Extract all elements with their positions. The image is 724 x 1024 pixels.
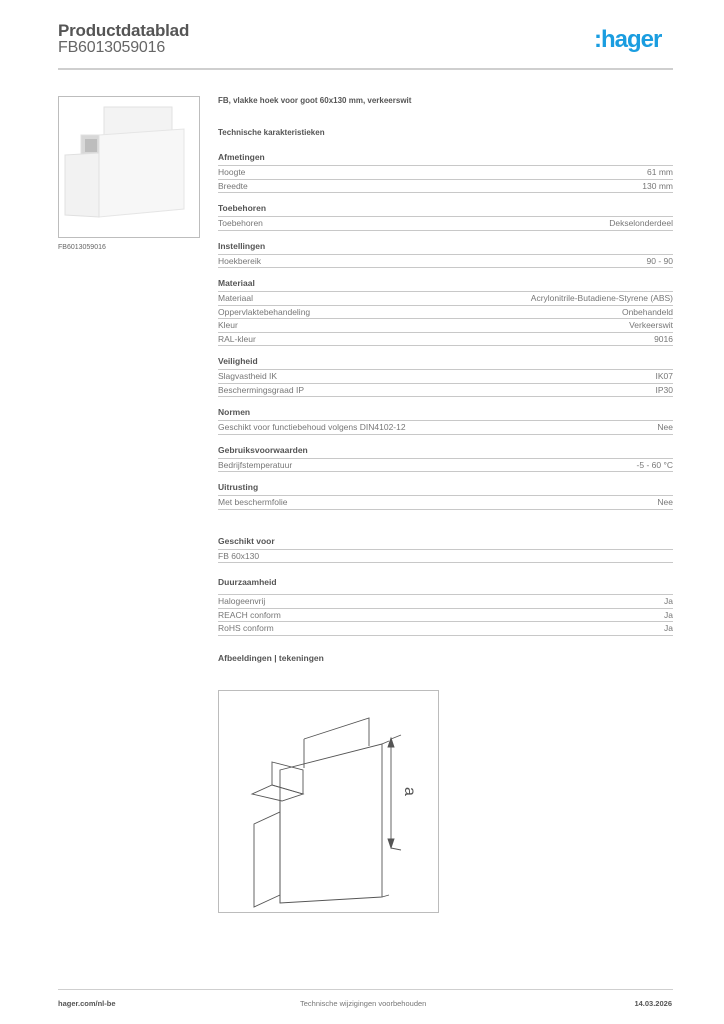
spec-label: Kleur — [218, 320, 238, 330]
spec-content — [218, 96, 673, 663]
spec-row — [218, 370, 673, 384]
section-title: Uitrusting — [218, 482, 673, 496]
spec-value: Dekselonderdeel — [609, 218, 673, 228]
section-title: Toebehoren — [218, 203, 673, 217]
header-divider — [58, 68, 673, 70]
spec-value: Nee — [657, 422, 673, 432]
section-title: Geschikt voor — [218, 536, 673, 550]
spec-label: Met beschermfolie — [218, 497, 288, 507]
spec-value: 90 - 90 — [646, 255, 673, 266]
section-uitrusting — [218, 482, 673, 510]
technical-drawing — [218, 690, 439, 913]
spec-row — [218, 550, 673, 564]
header-title: Productdatablad — [58, 21, 190, 40]
spec-value: Verkeerswit — [629, 320, 673, 330]
spec-row — [218, 595, 673, 609]
section-afmetingen — [218, 152, 673, 193]
spec-label: Toebehoren — [218, 218, 263, 228]
spec-row — [218, 496, 673, 510]
spec-row — [218, 292, 673, 306]
spec-label: Hoogte — [218, 167, 246, 177]
spec-row — [218, 622, 673, 636]
spec-value: 61 mm — [647, 167, 673, 177]
section-geschikt-voor — [218, 536, 673, 564]
spec-label: Oppervlaktebehandeling — [218, 306, 311, 317]
spec-row — [218, 333, 673, 347]
section-materiaal — [218, 278, 673, 346]
spec-label: Geschikt voor functiebehoud volgens DIN4102-12 — [218, 422, 406, 432]
section-toebehoren — [218, 203, 673, 231]
spec-row — [218, 255, 673, 269]
spec-label: RoHS conform — [218, 623, 274, 633]
spec-label: RAL-kleur — [218, 333, 256, 344]
section-title: Afmetingen — [218, 152, 673, 166]
section-title: Duurzaamheid — [218, 577, 673, 595]
section-gebruiksvoorwaarden — [218, 445, 673, 473]
spec-label: REACH conform — [218, 609, 281, 620]
spec-value: IP30 — [655, 384, 673, 395]
spec-label: Beschermingsgraad IP — [218, 384, 304, 395]
spec-label: Breedte — [218, 180, 248, 191]
spec-value: 130 mm — [642, 180, 673, 191]
footer-divider — [58, 989, 673, 990]
spec-label: Hoekbereik — [218, 255, 261, 266]
section-title: Veiligheid — [218, 356, 673, 370]
section-title: Materiaal — [218, 278, 673, 292]
spec-row — [218, 384, 673, 398]
dimension-label: a — [401, 787, 418, 796]
photo-caption: FB6013059016 — [58, 244, 106, 251]
spec-row — [218, 459, 673, 473]
footer-disclaimer: Technische wijzigingen voorbehouden — [300, 999, 427, 1008]
spec-label: Slagvastheid IK — [218, 371, 278, 381]
header-product-code: FB6013059016 — [58, 39, 166, 56]
section-duurzaamheid — [218, 577, 673, 636]
spec-row — [218, 319, 673, 333]
spec-row — [218, 421, 673, 435]
spec-label: FB 60x130 — [218, 550, 260, 561]
spec-value: Ja — [664, 596, 673, 606]
spec-row — [218, 180, 673, 194]
spec-value: Nee — [657, 497, 673, 507]
spec-value: Onbehandeld — [621, 306, 673, 317]
spec-row — [218, 306, 673, 320]
section-normen — [218, 407, 673, 435]
spec-row — [218, 609, 673, 623]
spec-label: Bedrijfstemperatuur — [218, 459, 293, 470]
product-description: FB, vlakke hoek voor goot 60x130 mm, verkeerswit — [218, 96, 412, 105]
spec-value: Acrylonitrile-Butadiene-Styrene (ABS) — [530, 293, 673, 303]
footer-website-link[interactable]: hager.com/nl-be — [58, 999, 116, 1008]
spec-value: IK07 — [655, 371, 673, 381]
footer-date: 14.03.2026 — [634, 999, 672, 1008]
spec-value: Ja — [664, 623, 673, 633]
spec-row — [218, 166, 673, 180]
drawings-title: Afbeeldingen | tekeningen — [218, 652, 324, 663]
spec-label: Halogeenvrij — [218, 596, 266, 606]
section-title: Gebruiksvoorwaarden — [218, 445, 673, 459]
spec-value: -5 - 60 °C — [636, 459, 673, 470]
section-instellingen — [218, 241, 673, 269]
spec-row — [218, 217, 673, 231]
spec-value: 9016 — [654, 333, 673, 344]
section-title: Normen — [218, 407, 673, 421]
spec-value: Ja — [664, 609, 673, 620]
tech-title: Technische karakteristieken — [218, 128, 325, 137]
section-veiligheid — [218, 356, 673, 397]
hager-logo: :hager — [594, 26, 662, 53]
section-title: Instellingen — [218, 241, 673, 255]
product-photo — [58, 96, 200, 238]
spec-label: Materiaal — [218, 293, 253, 303]
